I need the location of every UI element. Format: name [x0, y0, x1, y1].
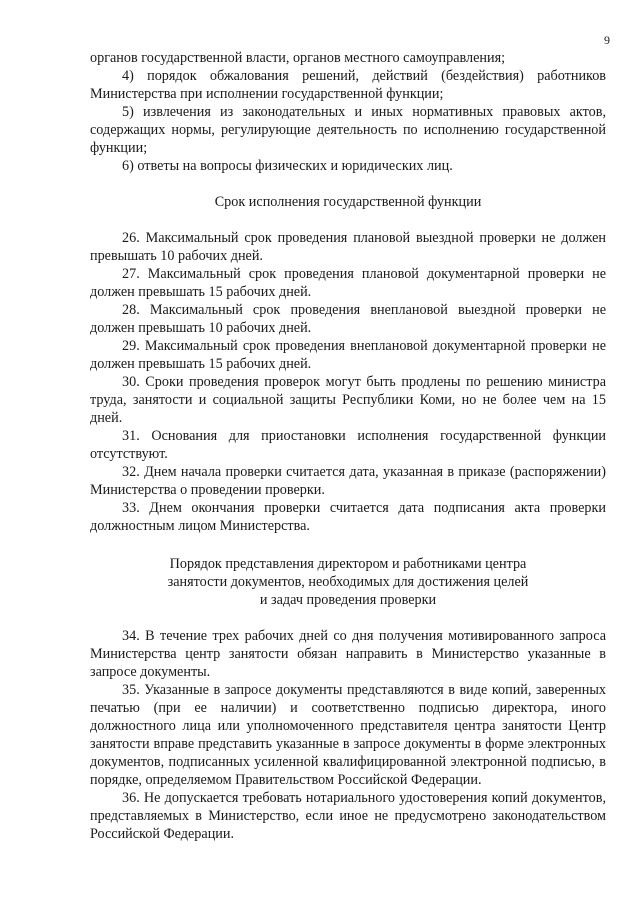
clause-32: 32. Днем начала проверки считается дата, указанная в приказе (распоряжении) Министерства о проведении проверки. [90, 464, 606, 498]
section-heading-line: занятости документов, необходимых для достижения целей [167, 574, 529, 590]
section-heading-line: и задач проведения проверки [259, 592, 437, 608]
clause-36: 36. Не допускается требовать нотариального удостоверения копий документов, представляемых в Министерство, если иное не предусмотрено законодательством Российской Федерации. [90, 790, 606, 842]
clause-29: 29. Максимальный срок проведения внеплановой документарной проверки не должен превышать 15 рабочих дней. [90, 338, 606, 372]
page-number: 9 [604, 33, 610, 47]
intro-item: 6) ответы на вопросы физических и юридических лиц. [122, 158, 453, 174]
clause-26: 26. Максимальный срок проведения плановой выездной проверки не должен превышать 10 рабочих дней. [90, 230, 606, 264]
document-body [90, 49, 606, 843]
clause-28: 28. Максимальный срок проведения внеплановой выездной проверки не должен превышать 10 рабочих дней. [90, 302, 606, 336]
clause-33: 33. Днем окончания проверки считается дата подписания акта проверки должностным лицом Министерства. [90, 500, 606, 534]
clause-35: 35. Указанные в запросе документы представляются в виде копий, заверенных печатью (при ее наличии) и соответственно подписью директора, иного должностного лица или уполномоченного представителя центра занятости Центр занятости вправе представить указанные в запросе документы в форме электронных документов, подписанных усиленной квалифицированной электронной подписью, в порядке, определяемом Правительством Российской Федерации. [90, 682, 606, 788]
section-heading-line: Порядок представления директором и работниками центра [169, 556, 527, 572]
clause-27: 27. Максимальный срок проведения плановой документарной проверки не должен превышать 15 рабочих дней. [90, 266, 606, 300]
clause-30: 30. Сроки проведения проверок могут быть продлены по решению министра труда, занятости и социальной защиты Республики Коми, но не более чем на 15 дней. [90, 374, 606, 426]
clause-34: 34. В течение трех рабочих дней со дня получения мотивированного запроса Министерства центр занятости обязан направить в Министерство указанные в запросе документы. [90, 628, 606, 680]
intro-item: 5) извлечения из законодательных и иных нормативных правовых актов, содержащих нормы, регулирующие деятельность по исполнению государственной функции; [90, 104, 606, 156]
clause-31: 31. Основания для приостановки исполнения государственной функции отсутствуют. [90, 428, 606, 462]
intro-item: 4) порядок обжалования решений, действий (бездействия) работников Министерства при исполнении государственной функции; [90, 68, 606, 102]
intro-item: органов государственной власти, органов местного самоуправления; [90, 50, 506, 66]
section-heading-documents [90, 555, 606, 609]
section-heading-deadline: Срок исполнения государственной функции [214, 194, 482, 210]
